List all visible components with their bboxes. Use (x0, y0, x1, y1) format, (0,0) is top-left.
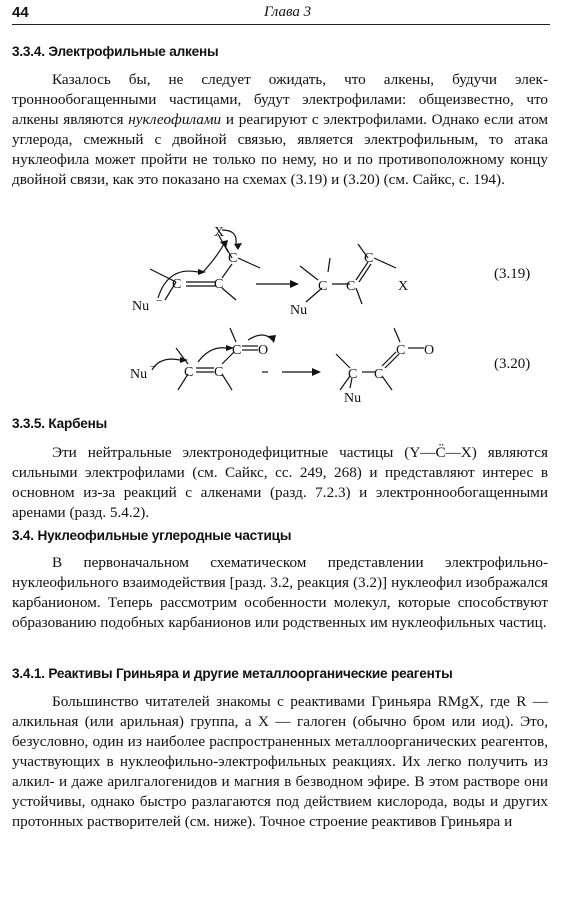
scheme-nucleophile: Nu (132, 299, 150, 314)
page-number: 44 (12, 4, 29, 21)
equation-number: (3.19) (494, 266, 531, 282)
paragraph-electrophilic-alkenes (12, 70, 548, 190)
running-header (12, 4, 550, 25)
reaction-scheme-3-19 (0, 214, 565, 324)
section-heading-3-3-4: 3.3.4. Электрофильные алкены (12, 44, 219, 59)
scheme-charge: − (150, 361, 157, 373)
scheme-nucleophile: Nu (344, 391, 362, 406)
scheme-atom: O (424, 343, 435, 358)
scheme-atom: C (214, 277, 224, 292)
scheme-atom: C (172, 277, 182, 292)
scheme-atom: X (214, 225, 225, 240)
paragraph-text: Казалось бы, не следует ожидать, что алкены, будучи электроннообогащенными частицами, будут электрофилами: общеизвестно, что алкены являются (12, 71, 548, 128)
chapter-title: Глава 3 (264, 4, 312, 20)
emphasis-term: нуклеофилами (128, 111, 222, 128)
paragraph-grignard: Большинство читателей знакомы с реактивами Гриньяра RMgX, где R — алкильная (или арильная) группа, а X — галоген (обычно бром или иод). Это, безусловно, один из наиболее распространенных металлоорганических реагентов, участвующих в нуклеофильно-электрофильных реакциях. Их легко получить из алкил- и даже арилгалогенидов и магния в безводном эфире. В этом растворе они устойчивы, однако быстро разлагаются под действием кислорода, воды и других протонных растворителей (см. ниже). Точное строение реактивов Гриньяра и (12, 693, 548, 830)
scheme-atom: X (398, 279, 409, 294)
paragraph-text: и реагируют с электрофилами. Однако если атом углерода, смежный с двойной связью, является электрофильным, то атака нуклеофила может пройти не только по нему, но и по противоположному концу двойной связи, как это показано на схемах (3.19) и (3.20) (см. Сайкс, с. 194). (12, 111, 548, 188)
scheme-atom: C (396, 343, 406, 358)
scheme-atom: C (232, 343, 242, 358)
scheme-atom: C (214, 365, 224, 380)
scheme-atom: C (184, 365, 194, 380)
paragraph-nucleophilic-carbon: В первоначальном схематическом представлении электрофильно-нуклеофильного взаимодействия [разд. 3.2, реакция (3.2)] нуклеофил изображался карбанионом. Теперь рассмотрим особенности молекул, которые способствуют образованию подобных карбанионов или родственных им нуклеофильных частиц. (12, 554, 548, 631)
scheme-atom: C (374, 367, 384, 382)
scheme-atom: C (364, 251, 374, 266)
section-heading-3-4: 3.4. Нуклеофильные углеродные частицы (12, 528, 292, 543)
equation-number: (3.20) (494, 356, 531, 372)
paragraph-carbenes: Эти нейтральные электронодефицитные частицы (Y—C̈—X) являются сильными электрофилами (см. Сайкс, сс. 249, 268) и представляют интерес в основном из-за реакций с алкенами (разд. 7.2.3) и электроннообогащенными аренами (разд. 5.4.2). (12, 444, 548, 521)
section-heading-3-4-1: 3.4.1. Реактивы Гриньяра и другие металлоорганические реагенты (12, 666, 453, 681)
scheme-nucleophile: Nu (290, 303, 308, 318)
scheme-atom: C (348, 367, 358, 382)
reaction-scheme-3-20 (0, 324, 565, 414)
scheme-atom: C (318, 279, 328, 294)
section-heading-3-3-5: 3.3.5. Карбены (12, 416, 108, 431)
scheme-atom: C (228, 251, 238, 266)
scheme-charge: − (156, 295, 163, 307)
scheme-atom: O (258, 343, 269, 358)
scheme-atom: C (346, 279, 356, 294)
scheme-nucleophile: Nu (130, 367, 148, 382)
